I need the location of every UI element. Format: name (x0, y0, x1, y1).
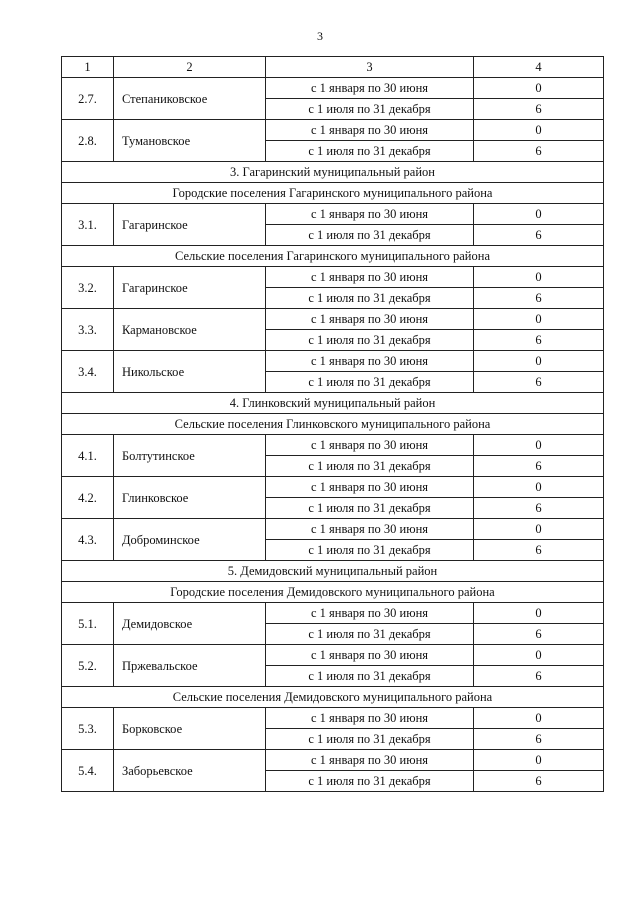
table-row (62, 519, 604, 540)
row-number: 2.8. (62, 120, 114, 162)
row-number: 5.1. (62, 603, 114, 645)
period-first-half: с 1 января по 30 июня (266, 603, 474, 624)
settlement-name: Доброминское (114, 519, 266, 561)
row-number: 4.3. (62, 519, 114, 561)
period-first-half: с 1 января по 30 июня (266, 708, 474, 729)
value-first-half: 0 (474, 351, 604, 372)
settlement-name: Никольское (114, 351, 266, 393)
page-number: 3 (317, 29, 323, 43)
period-first-half: с 1 января по 30 июня (266, 519, 474, 540)
period-first-half: с 1 января по 30 июня (266, 267, 474, 288)
period-second-half: с 1 июля по 31 декабря (266, 624, 474, 645)
value-second-half: 6 (474, 99, 604, 120)
section-row (62, 561, 604, 582)
row-number: 3.4. (62, 351, 114, 393)
value-first-half: 0 (474, 750, 604, 771)
period-second-half: с 1 июля по 31 декабря (266, 540, 474, 561)
period-second-half: с 1 июля по 31 декабря (266, 141, 474, 162)
section-row (62, 582, 604, 603)
row-number: 4.1. (62, 435, 114, 477)
section-row (62, 687, 604, 708)
value-first-half: 0 (474, 708, 604, 729)
period-first-half: с 1 января по 30 июня (266, 351, 474, 372)
row-number: 3.3. (62, 309, 114, 351)
table-row (62, 645, 604, 666)
settlement-name: Тумановское (114, 120, 266, 162)
value-first-half: 0 (474, 120, 604, 141)
settlement-name: Кармановское (114, 309, 266, 351)
column-header-4: 4 (474, 57, 604, 78)
table-row (62, 120, 604, 141)
table-row (62, 309, 604, 330)
settlement-name: Борковское (114, 708, 266, 750)
period-second-half: с 1 июля по 31 декабря (266, 225, 474, 246)
value-first-half: 0 (474, 267, 604, 288)
settlement-name: Пржевальское (114, 645, 266, 687)
period-first-half: с 1 января по 30 июня (266, 120, 474, 141)
value-first-half: 0 (474, 309, 604, 330)
column-header-1: 1 (62, 57, 114, 78)
value-first-half: 0 (474, 435, 604, 456)
value-second-half: 6 (474, 540, 604, 561)
period-second-half: с 1 июля по 31 декабря (266, 99, 474, 120)
section-row (62, 183, 604, 204)
section-row (62, 162, 604, 183)
column-header-2: 2 (114, 57, 266, 78)
table-body (62, 57, 604, 792)
row-number: 2.7. (62, 78, 114, 120)
section-heading: Сельские поселения Гагаринского муниципального района (62, 246, 604, 267)
row-number: 5.4. (62, 750, 114, 792)
section-row (62, 414, 604, 435)
table-row (62, 477, 604, 498)
value-second-half: 6 (474, 666, 604, 687)
period-second-half: с 1 июля по 31 декабря (266, 372, 474, 393)
period-second-half: с 1 июля по 31 декабря (266, 456, 474, 477)
row-number: 5.2. (62, 645, 114, 687)
table-row (62, 351, 604, 372)
value-first-half: 0 (474, 204, 604, 225)
column-header-3: 3 (266, 57, 474, 78)
section-row (62, 246, 604, 267)
value-second-half: 6 (474, 330, 604, 351)
value-second-half: 6 (474, 729, 604, 750)
value-second-half: 6 (474, 225, 604, 246)
value-second-half: 6 (474, 771, 604, 792)
table-row (62, 603, 604, 624)
value-first-half: 0 (474, 477, 604, 498)
period-second-half: с 1 июля по 31 декабря (266, 666, 474, 687)
period-second-half: с 1 июля по 31 декабря (266, 498, 474, 519)
section-heading: 4. Глинковский муниципальный район (62, 393, 604, 414)
header-row (62, 57, 604, 78)
section-heading: Городские поселения Гагаринского муниципального района (62, 183, 604, 204)
settlement-name: Степаниковское (114, 78, 266, 120)
period-second-half: с 1 июля по 31 декабря (266, 330, 474, 351)
section-heading: Городские поселения Демидовского муниципального района (62, 582, 604, 603)
value-first-half: 0 (474, 645, 604, 666)
period-first-half: с 1 января по 30 июня (266, 204, 474, 225)
table-row (62, 204, 604, 225)
value-first-half: 0 (474, 603, 604, 624)
period-first-half: с 1 января по 30 июня (266, 309, 474, 330)
value-second-half: 6 (474, 141, 604, 162)
period-second-half: с 1 июля по 31 декабря (266, 771, 474, 792)
settlement-name: Болтутинское (114, 435, 266, 477)
row-number: 3.2. (62, 267, 114, 309)
section-heading: 3. Гагаринский муниципальный район (62, 162, 604, 183)
row-number: 3.1. (62, 204, 114, 246)
value-second-half: 6 (474, 498, 604, 519)
period-second-half: с 1 июля по 31 декабря (266, 729, 474, 750)
row-number: 5.3. (62, 708, 114, 750)
section-heading: Сельские поселения Демидовского муниципального района (62, 687, 604, 708)
period-first-half: с 1 января по 30 июня (266, 78, 474, 99)
period-first-half: с 1 января по 30 июня (266, 435, 474, 456)
period-first-half: с 1 января по 30 июня (266, 645, 474, 666)
section-row (62, 393, 604, 414)
value-first-half: 0 (474, 78, 604, 99)
section-heading: 5. Демидовский муниципальный район (62, 561, 604, 582)
value-second-half: 6 (474, 372, 604, 393)
row-number: 4.2. (62, 477, 114, 519)
period-first-half: с 1 января по 30 июня (266, 477, 474, 498)
value-second-half: 6 (474, 624, 604, 645)
table-row (62, 78, 604, 99)
settlement-name: Гагаринское (114, 204, 266, 246)
value-first-half: 0 (474, 519, 604, 540)
table-row (62, 435, 604, 456)
period-first-half: с 1 января по 30 июня (266, 750, 474, 771)
table-row (62, 708, 604, 729)
table-row (62, 267, 604, 288)
settlement-name: Гагаринское (114, 267, 266, 309)
period-second-half: с 1 июля по 31 декабря (266, 288, 474, 309)
value-second-half: 6 (474, 456, 604, 477)
section-heading: Сельские поселения Глинковского муниципального района (62, 414, 604, 435)
tariff-table (61, 56, 604, 792)
table-row (62, 750, 604, 771)
value-second-half: 6 (474, 288, 604, 309)
settlement-name: Заборьевское (114, 750, 266, 792)
settlement-name: Глинковское (114, 477, 266, 519)
settlement-name: Демидовское (114, 603, 266, 645)
